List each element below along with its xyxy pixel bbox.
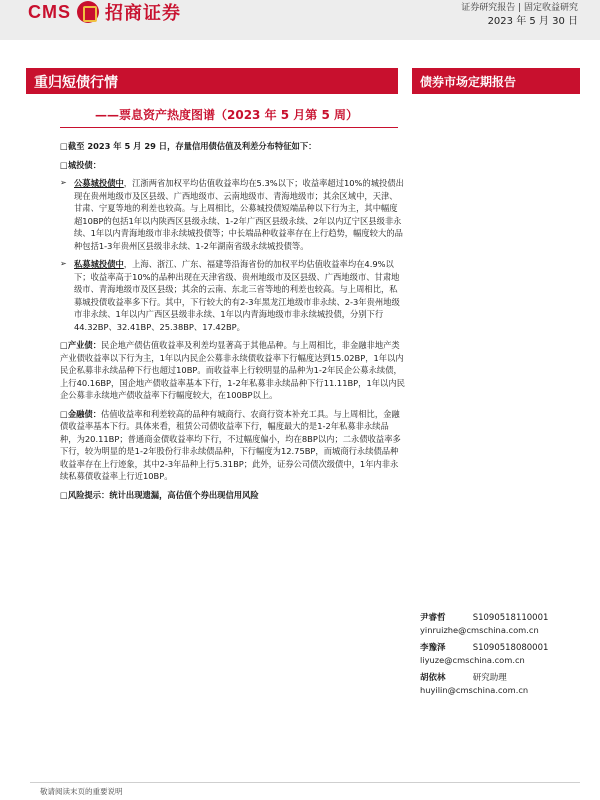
analyst-card	[420, 612, 590, 636]
report-category: 债券市场定期报告	[420, 75, 517, 89]
footer-note: 敬请阅读末页的重要说明	[40, 787, 123, 796]
title-divider	[60, 127, 398, 128]
lead-paragraph: □截至 2023 年 5 月 29 日，存量信用债估值及利差分布特征如下：	[60, 141, 317, 151]
analyst-license: S1090518110001	[472, 613, 549, 623]
report-body	[60, 140, 405, 507]
header-bar	[0, 0, 600, 40]
analyst-name: 尹睿哲	[420, 613, 446, 623]
logo-chinese: 招商证券	[105, 3, 181, 24]
report-subtitle: ——票息资产热度图谱（2023 年 5 月第 5 周）	[95, 108, 358, 122]
analyst-role: 研究助理	[472, 673, 507, 683]
analyst-license: S1090518080001	[472, 643, 549, 653]
risk-warning: □风险提示：统计出现遗漏，高估值个券出现信用风险	[60, 489, 259, 500]
document-type: 证券研究报告 | 固定收益研究	[461, 3, 578, 13]
finance-paragraph	[60, 408, 405, 483]
analyst-email: liyuze@cmschina.com.cn	[420, 655, 525, 665]
bullet-public-city	[60, 177, 405, 252]
bullet-private-city	[60, 258, 405, 333]
analyst-email: huyilin@cmschina.com.cn	[420, 685, 529, 695]
logo-text: CMS	[28, 1, 71, 22]
footer-divider	[30, 782, 580, 783]
arrow-bullet-icon: ➢	[60, 259, 67, 268]
analyst-email: yinruizhe@cmschina.com.cn	[420, 625, 539, 635]
public-city-label: 公募城投债中	[74, 178, 124, 188]
section-industry-heading: □产业债：	[60, 340, 102, 350]
industry-text: 民企地产债估值收益率及利差均显著高于其他品种。与上周相比，非金融非地产类产业债收益率以下行为主，1年以内民企公募非永续债收益率下行幅度达到15.02BP，1年以内民企私募非永续品种下行也超过10BP。而收益率上行较明显的品种为1-2年民企公募永续债，上行40.16BP，国企地产债收益率基本下行，1-2年私募非永续品种下行11.11BP，1年以内民企公募非永续地产债收益率下行幅度较大，在100BP以上。	[60, 340, 405, 400]
industry-paragraph	[60, 339, 405, 402]
private-city-text: ，上海、浙江、广东、福建等沿海省份的加权平均估值收益率均在4.9%以下；收益率高于10%的品种出现在天津省级、贵州地级市及区县级、广西地级市、甘肃地级市、青海地级市及区县级；其余的云南、东北三省等地的利差也较高。与上周相比，私募城投债收益率多下行。其中，下行较大的有2-3年黑龙江地级市非永续、2-3年贵州地级市非永续、1年以内广西区县级非永续、1年以内青海地级市非永续城投债，分别下行44.32BP、32.41BP、25.38BP、17.42BP。	[74, 259, 400, 332]
side-banner	[412, 68, 580, 94]
public-city-text: ，江浙两省加权平均估值收益率均在5.3%以下；收益率超过10%的城投债出现在贵州地级市及区县级、广西地级市、云南地级市、青海地级市；其余区域中，天津、甘肃、宁夏等地的利差也较高。与上周相比，公募城投债短端品种以下行为主，其中幅度超10BP的包括1年以内陕西区县级永续、1-2年广西区县级永续、2年以内辽宁区县级非永续、1年以内青海地级市非永续城投债等；中长端品种收益率存在上行趋势，幅度较大的品种包括1-3年贵州区县级非永续、1-2年湖南省级永续城投债等。	[74, 178, 404, 251]
analyst-card	[420, 642, 590, 666]
section-finance-heading: □金融债：	[60, 408, 102, 419]
logo-emblem-icon	[77, 1, 99, 23]
private-city-label: 私募城投债中	[74, 259, 124, 269]
analyst-name: 李豫泽	[420, 643, 446, 653]
company-logo	[28, 0, 181, 24]
analyst-name: 胡依林	[420, 673, 446, 683]
analyst-card	[420, 672, 590, 696]
report-title: 重归短债行情	[34, 75, 118, 91]
arrow-bullet-icon: ➢	[60, 178, 67, 187]
report-date: 2023 年 5 月 30 日	[487, 16, 578, 27]
section-city-heading: □城投债：	[60, 159, 102, 170]
title-banner	[26, 68, 398, 94]
finance-text: 估值收益率和利差较高的品种有城商行、农商行资本补充工具。与上周相比，金融债收益率基本下行。具体来看，租赁公司债收益率下行，幅度最大的是1-2年私募非永续品种，为20.11BP；普通商金债收益率均下行，不过幅度偏小，均在8BP以内；二永债收益率多下行，较为明显的是1-2年股份行非永续债品种，下行幅度为12.75BP，而城商行永续债品种收益率存在上行迹象，其中2-3年品种上行5.31BP；此外，证券公司债次级债中，1年内非永续私募债收益率上行近10BP。	[60, 408, 401, 481]
